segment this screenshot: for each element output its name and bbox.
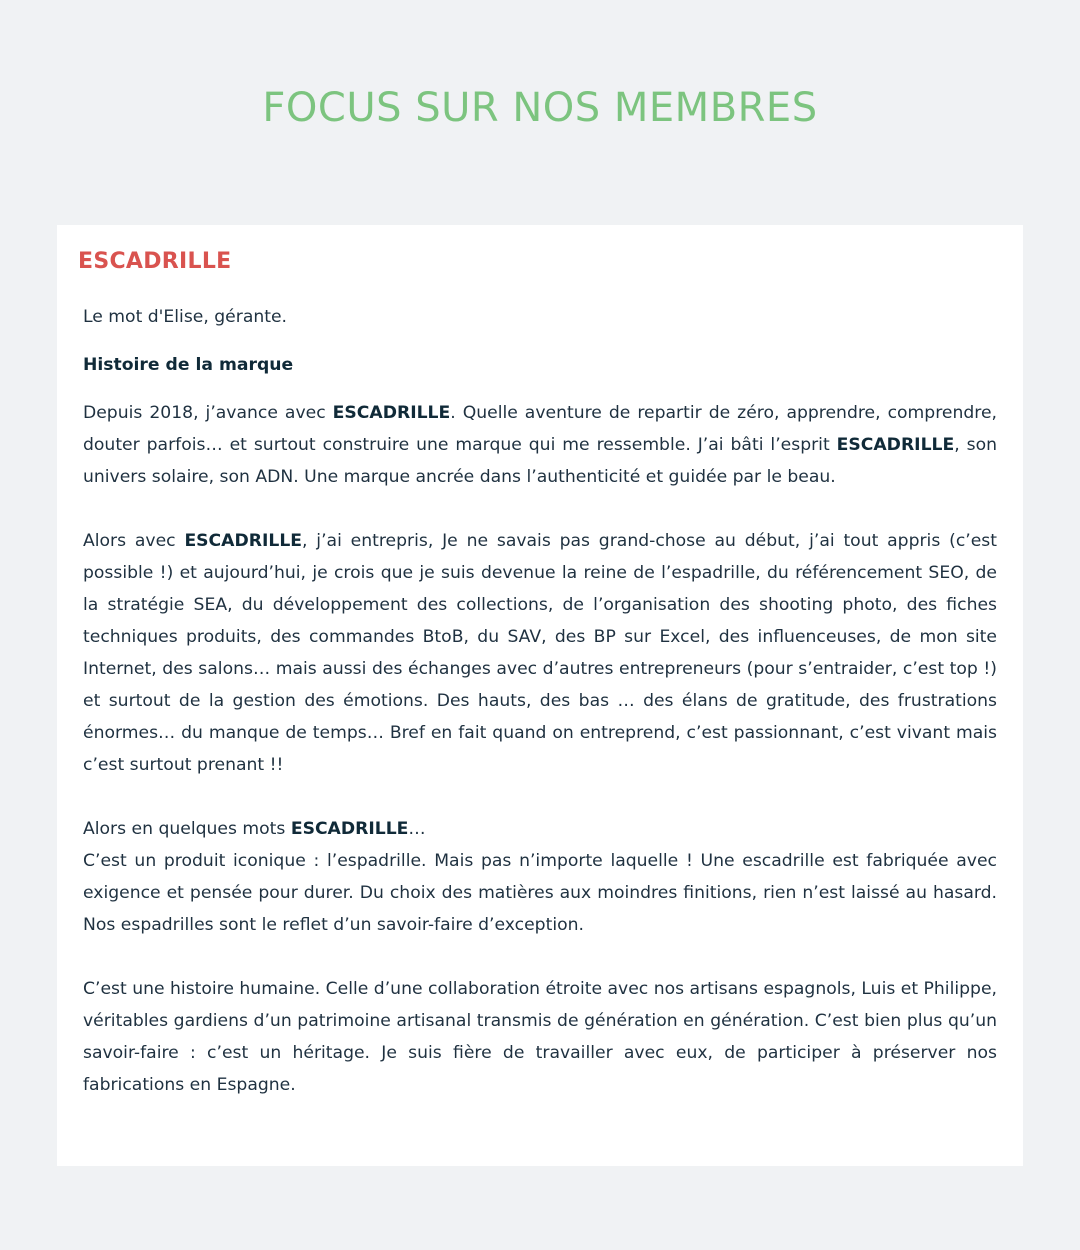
text-run: Alors en quelques mots bbox=[83, 819, 291, 839]
member-name: ESCADRILLE bbox=[78, 249, 232, 274]
brand-name: ESCADRILLE bbox=[184, 531, 303, 551]
section-heading: Histoire de la marque bbox=[83, 355, 294, 375]
text-run: C’est un produit iconique : l’espadrille. Mais pas n’importe laquelle ! Une escadrille est fabriquée avec exigence et pensée pour durer. Du choix des matières aux moindres finitions, rien n’est laissé au hasard. Nos espadrilles sont le reflet d’un savoir-faire d’exception. bbox=[83, 851, 997, 935]
member-card bbox=[57, 225, 1023, 1166]
text-run: . Quelle aventure de repartir de zéro, apprendre, comprendre, douter parfois… et surtout construire une marque qui me ressemble. J’ai bâti l’esprit bbox=[83, 403, 997, 455]
text-run: , j’ai entrepris, Je ne savais pas grand-chose au début, j’ai tout appris (c’est possible !) et aujourd’hui, je crois que je suis devenue la reine de l’espadrille, du référencement SEO, de la stratégie SEA, du développement des collections, de l’organisation des shooting photo, des fiches techniques produits, des commandes BtoB, du SAV, des BP sur Excel, des influenceuses, de mon site Internet, des salons… mais aussi des échanges avec d’autres entrepreneurs (pour s’entraider, c’est top !) et surtout de la gestion des émotions. Des hauts, des bas … des élans de gratitude, des frustrations énormes… du manque de temps… Bref en fait quand on entreprend, c’est passionnant, c’est vivant mais c’est surtout prenant !! bbox=[83, 531, 997, 775]
paragraph-entrepreneurship bbox=[83, 525, 997, 781]
text-run: … bbox=[408, 819, 426, 839]
intro-text: Le mot d'Elise, gérante. bbox=[83, 307, 288, 327]
page-title: FOCUS SUR NOS MEMBRES bbox=[262, 85, 818, 131]
text-run: Alors avec bbox=[83, 531, 185, 551]
brand-name: ESCADRILLE bbox=[290, 819, 409, 839]
paragraph-history bbox=[83, 397, 997, 493]
paragraph-artisans: C’est une histoire humaine. Celle d’une collaboration étroite avec nos artisans espagnols, Luis et Philippe, véritables gardiens d’un patrimoine artisanal transmis de génération en génération. C’est bien plus qu’un savoir-faire : c’est un héritage. Je suis fière de travailler avec eux, de participer à préserver nos fabrications en Espagne. bbox=[83, 979, 997, 1095]
text-run: , son univers solaire, son ADN. Une marque ancrée dans l’authenticité et guidée par le beau. bbox=[83, 435, 997, 487]
member-content bbox=[83, 301, 997, 1101]
paragraph-product bbox=[83, 813, 997, 941]
brand-name: ESCADRILLE bbox=[836, 435, 955, 455]
text-run: Depuis 2018, j’avance avec bbox=[83, 403, 333, 423]
brand-name: ESCADRILLE bbox=[332, 403, 451, 423]
